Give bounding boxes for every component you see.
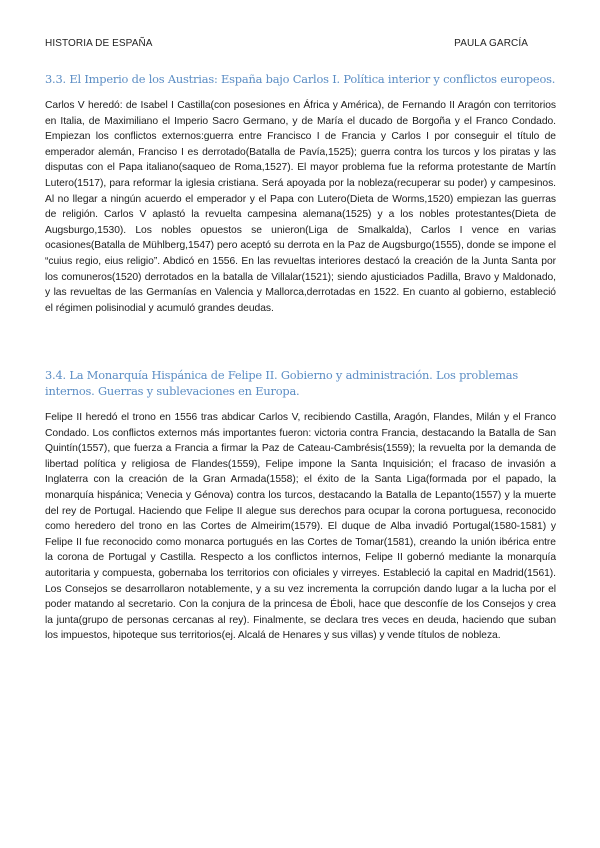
- page-header: [45, 38, 556, 52]
- header-author: PAULA GARCÍA: [454, 38, 528, 49]
- section-title-carlos-i: 3.3. El Imperio de los Austrias: España bajo Carlos I. Política interior y conflictos europeos.: [45, 72, 556, 86]
- section-body-carlos-i: Carlos V heredó: de Isabel I Castilla(con posesiones en África y América), de Fernando II Aragón con territorios en Italia, de Maximiliano el Imperio Sacro Germano, y de María el ducado de Borgoña y el Franco Condado. Empiezan los conflictos externos:guerra entre Francisco I de Francia y Carlos I por conseguir el título de emperador alemán, Franciso I es derrotado(Batalla de Pavía,1525); guerra contra los turcos y los piratas y las disputas con el Papa italiano(saqueo de Roma,1527). El mayor problema fue la reforma protestante de Martín Lutero(1517), para reformar la iglesia cristiana. Será apoyada por la nobleza(recuperar su poder) y campesinos. Al no llegar a ningún acuerdo el emperador y el Papa con Lutero(Dieta de Worms,1520) empiezan las guerras de religión. Carlos V aplastó la revuelta campesina alemana(1525) y a los nobles protestantes(Dieta de Augsburgo,1530). Los nobles opuestos se unieron(Liga de Smalkalda), Carlos I vence en varias ocasiones(Batalla de Mühlberg,1547) pero aceptó su derrota en la Paz de Augsburgo(1555), donde se impone el “cuius regio, eius religio”. Abdicó en 1556. En las revueltas interiores destacó la creación de la Junta Santa por los comuneros(1520) derrotados en la batalla de Villalar(1521); siendo ajusticiados Padilla, Bravo y Maldonado, y las revueltas de las Germanías en Valencia y Mallorca,derrotadas en 1522. En cuanto al gobierno, estableció el régimen polisinodial y acumuló grandes deudas.: [45, 100, 556, 314]
- header-subject: HISTORIA DE ESPAÑA: [45, 38, 153, 49]
- section-title-felipe-ii: 3.4. La Monarquía Hispánica de Felipe II. Gobierno y administración. Los problemas internos. Guerras y sublevaciones en Europa.: [45, 368, 519, 398]
- section-body-felipe-ii: Felipe II heredó el trono en 1556 tras abdicar Carlos V, recibiendo Castilla, Aragón, Flandes, Milán y el Franco Condado. Los conflictos externos más importantes fueron: victoria contra Francia, destacando la Batalla de San Quintín(1557), que fuerza a Francia a firmar la Paz de Cateau-Cambrésis(1559); la revuelta por la demanda de libertad política y religiosa de Flandes(1559), Felipe impone la Santa Inquisición; el fracaso de invasión a Inglaterra con la creación de la Gran Armada(1558); el éxito de la Santa Liga(formada por el papado, la monarquía hispánica; Venecia y Génova) contra los turcos, destacando la Batalla de Lepanto(1557) y la muerte del rey de Portugal. Haciendo que Felipe II alegue sus derechos para ocupar la corona portuguesa, reconocido como heredero del trono en las Cortes de Almeirim(1579). El duque de Alba invadió Portugal(1580-1581) y Felipe II fue reconocido como monarca portugués en las Cortes de Tomar(1581), creando la unión ibérica entre la corona de Portugal y Castilla. Respecto a los conflictos internos, Felipe II gobernó mediante la monarquía autoritaria y compuesta, gobernaba los territorios con oficiales y virreyes. Estableció la capital en Madrid(1561). Los Consejos se desarrollaron notablemente, y a su vez incrementa la corrupción dando lugar a la lucha por el poder matando al secretario. Con la conjura de la princesa de Éboli, hace que desconfíe de los Consejos y crea la junta(grupo de personas cercanas al rey). Finalmente, se declara tres veces en deuda, haciendo que suban los impuestos, hipoteque sus territorios(ej. Alcalá de Henares y sus villas) y vende títulos de nobleza.: [45, 412, 556, 642]
